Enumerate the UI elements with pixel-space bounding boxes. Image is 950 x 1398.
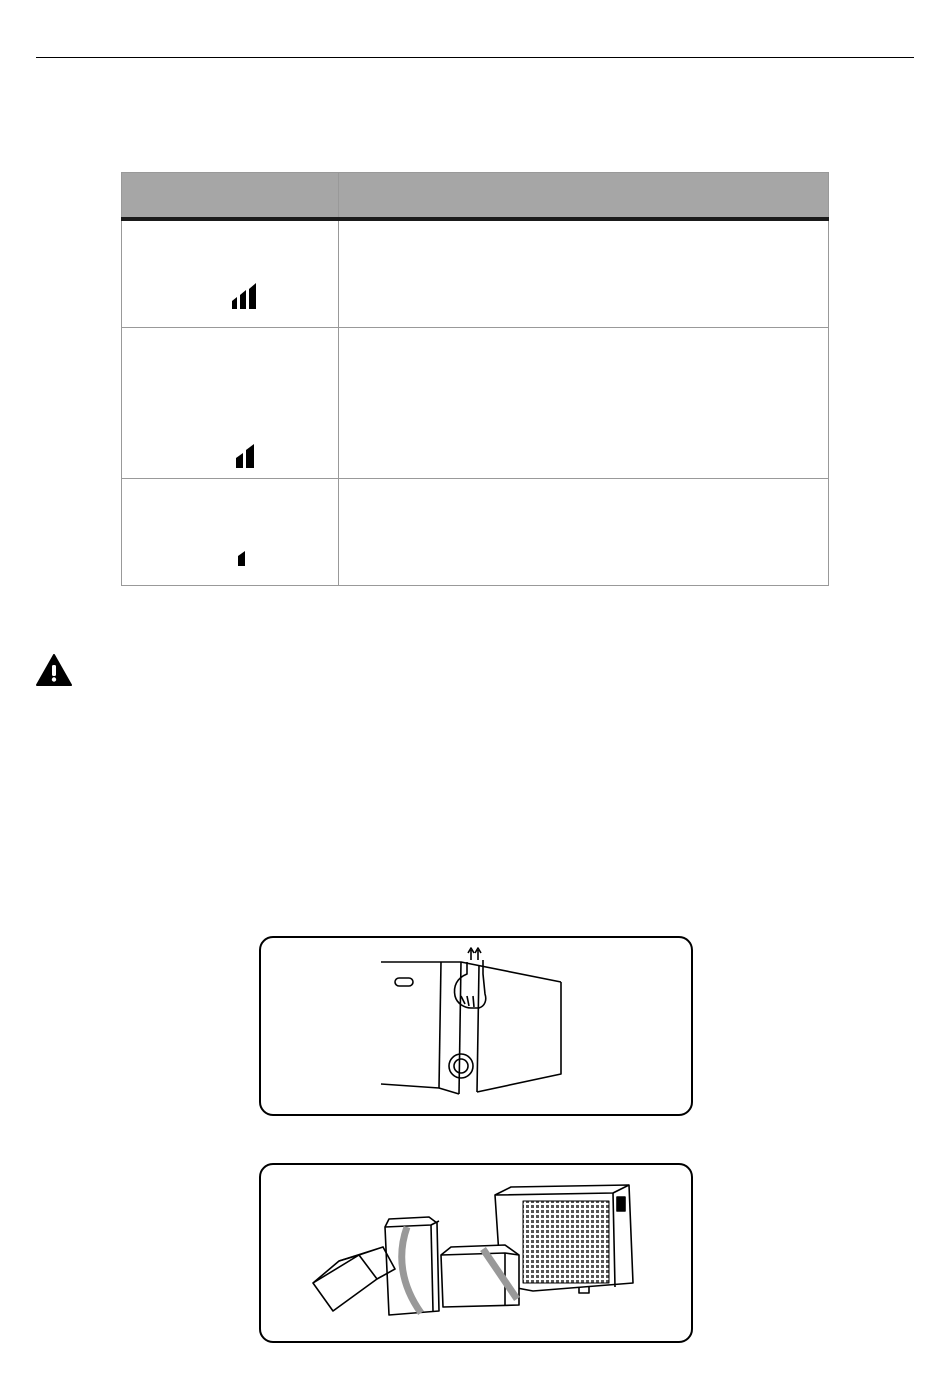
mode-label [122, 328, 338, 344]
description-text [339, 479, 828, 495]
description-cell [339, 219, 829, 328]
mode-table [121, 172, 829, 586]
warning-triangle-icon [36, 654, 72, 686]
boxes-illustration-drawing [261, 1165, 691, 1341]
mode-cell [122, 219, 339, 328]
description-cell [339, 328, 829, 479]
packaging-boxes-and-heat-pump-illustration [259, 1163, 693, 1343]
table-row [122, 328, 829, 479]
description-text [339, 328, 828, 344]
mode-label [122, 221, 338, 237]
signal-3-bars-icon [230, 283, 260, 311]
table-row [122, 219, 829, 328]
signal-2-bars-icon [230, 442, 260, 470]
table-header-row [122, 173, 829, 220]
description-text [339, 221, 828, 237]
header-mode [122, 173, 339, 220]
header-description [339, 173, 829, 220]
mode-cell [122, 328, 339, 479]
lift-unit-by-handle-illustration [259, 936, 693, 1116]
top-rule [36, 57, 914, 58]
lift-illustration-drawing [261, 938, 691, 1114]
mode-label [122, 479, 338, 495]
mode-cell [122, 479, 339, 586]
table-row [122, 479, 829, 586]
description-cell [339, 479, 829, 586]
signal-1-bar-icon [230, 542, 260, 570]
